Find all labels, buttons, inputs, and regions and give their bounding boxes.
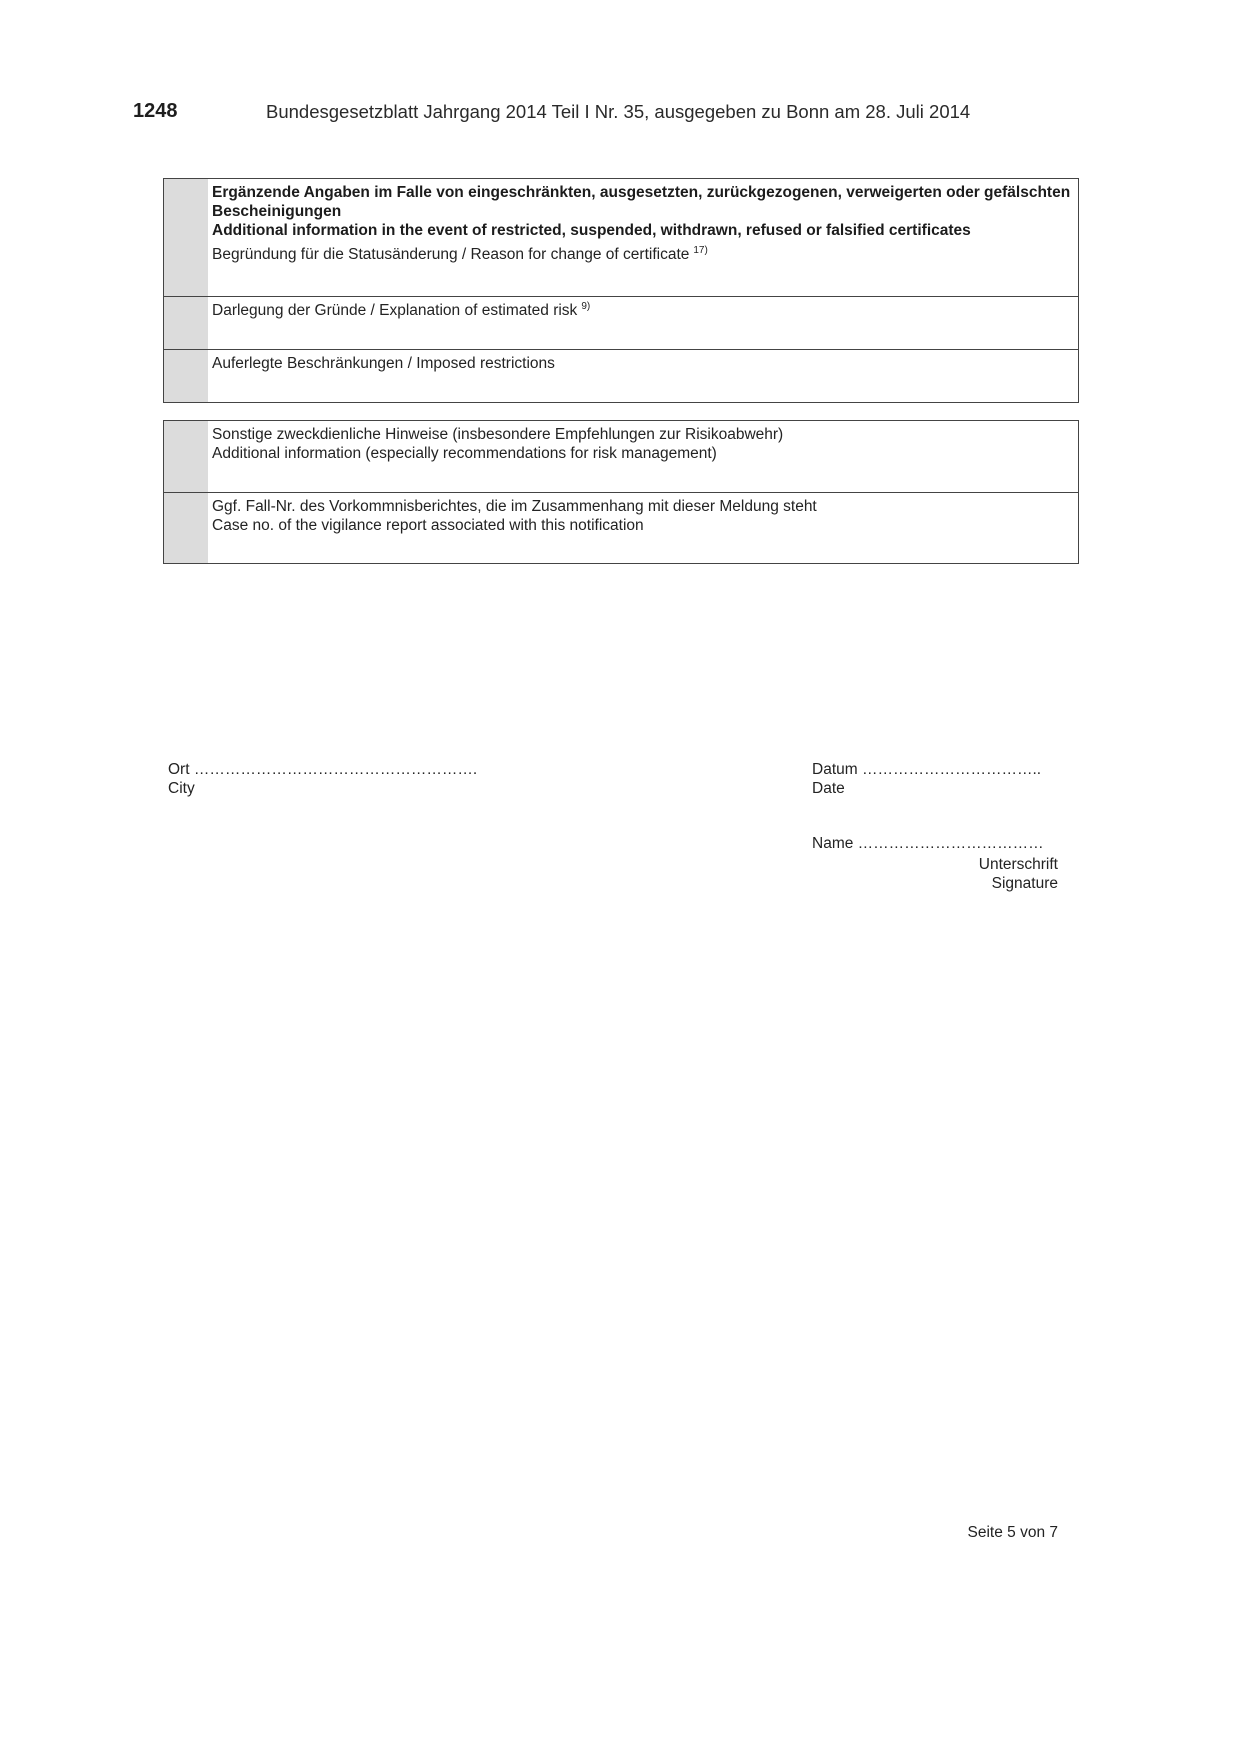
case-no-label-en: Case no. of the vigilance report associated with this notification — [212, 517, 644, 534]
certificate-status-table — [163, 178, 1079, 403]
case-no-row[interactable] — [164, 492, 1078, 563]
reason-field[interactable] — [212, 245, 1072, 264]
case-no-label-de: Ggf. Fall-Nr. des Vorkommnisberichtes, die im Zusammenhang mit dieser Meldung steht — [212, 498, 817, 515]
explanation-footnote: 9) — [581, 300, 591, 312]
other-info-label-en: Additional information (especially recommendations for risk management) — [212, 445, 717, 462]
city-label: City — [168, 780, 195, 797]
reason-label: Begründung für die Statusänderung / Reason for change of certificate — [212, 246, 690, 263]
datum-line: Datum …………………………….. — [812, 761, 1042, 778]
ort-line: Ort ………………………………………………. — [168, 761, 478, 778]
unterschrift-label: Unterschrift — [978, 856, 1058, 873]
date-field[interactable] — [812, 760, 1041, 798]
name-line: Name ……………………………… — [812, 835, 1044, 852]
certificate-status-row — [164, 179, 1078, 296]
explanation-label: Darlegung der Gründe / Explanation of estimated risk — [212, 302, 578, 319]
date-label: Date — [812, 780, 845, 797]
page-info: Seite 5 von 7 — [967, 1524, 1058, 1541]
other-info-label-de: Sonstige zweckdienliche Hinweise (insbesondere Empfehlungen zur Risikoabwehr) — [212, 426, 784, 443]
section-heading-en: Additional information in the event of restricted, suspended, withdrawn, refused or falsified certificates — [212, 222, 971, 239]
page-number: 1248 — [133, 100, 178, 122]
restrictions-label: Auferlegte Beschränkungen / Imposed restrictions — [212, 355, 555, 372]
explanation-row[interactable] — [164, 296, 1078, 349]
signature-field[interactable] — [812, 834, 1058, 893]
reason-footnote: 17) — [693, 244, 708, 256]
other-info-row[interactable] — [164, 421, 1078, 492]
section-heading-de: Ergänzende Angaben im Falle von eingeschränkten, ausgesetzten, zurückgezogenen, verweigerten oder gefälschten Bescheinigungen — [212, 184, 1071, 220]
restrictions-row[interactable] — [164, 349, 1078, 402]
gazette-title: Bundesgesetzblatt Jahrgang 2014 Teil I Nr. 35, ausgegeben zu Bonn am 28. Juli 2014 — [266, 101, 971, 122]
city-field[interactable] — [168, 760, 477, 798]
additional-info-table — [163, 420, 1079, 564]
signature-label: Signature — [991, 875, 1058, 892]
